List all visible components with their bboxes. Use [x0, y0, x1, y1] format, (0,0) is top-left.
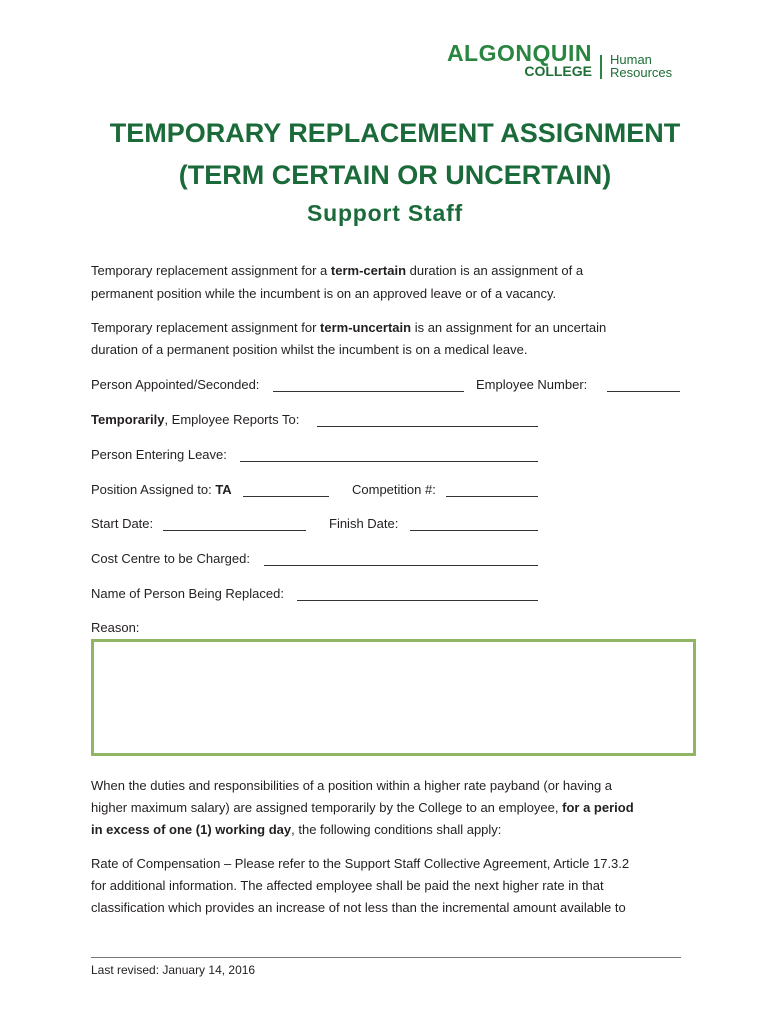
- position-prefix: TA: [215, 482, 232, 497]
- employee-number-label: Employee Number:: [476, 377, 588, 392]
- person-entering-leave-row: [0, 444, 770, 466]
- start-date-label: Start Date:: [91, 516, 154, 531]
- competition-label: Competition #:: [352, 482, 436, 497]
- finish-date-field[interactable]: [410, 516, 538, 531]
- conditions-line-3: [91, 819, 501, 841]
- term-certain-rest: duration is an assignment of a: [406, 263, 584, 278]
- compensation-line-2: for additional information. The affected employee shall be paid the next higher rate in that: [91, 878, 604, 893]
- logo-department-line-2: Resources: [610, 65, 673, 80]
- logo-department-line-1: Human: [610, 52, 652, 67]
- finish-date-label: Finish Date:: [329, 516, 399, 531]
- person-entering-leave-field[interactable]: [240, 447, 538, 462]
- logo-divider: [600, 55, 602, 79]
- employee-number-field[interactable]: [607, 377, 680, 392]
- term-certain-lead: Temporary replacement assignment for a: [91, 263, 331, 278]
- position-assigned-field[interactable]: [243, 482, 329, 497]
- conditions-line-2-lead: higher maximum salary) are assigned temporarily by the College to an employee,: [91, 800, 563, 815]
- document-title-line-2: (TERM CERTAIN OR UNCERTAIN): [178, 160, 612, 190]
- conditions-line-1: When the duties and responsibilities of a position within a higher rate payband (or having a: [91, 778, 613, 793]
- competition-field[interactable]: [446, 482, 538, 497]
- term-certain-line-2: permanent position while the incumbent is on an approved leave or of a vacancy.: [91, 286, 557, 301]
- cost-centre-label: Cost Centre to be Charged:: [91, 551, 250, 566]
- document-title-line-1: TEMPORARY REPLACEMENT ASSIGNMENT: [109, 118, 681, 148]
- person-replaced-row: [0, 583, 770, 605]
- reason-label: Reason:: [91, 620, 140, 635]
- reports-to-text: , Employee Reports To:: [164, 412, 300, 427]
- college-logo: [420, 41, 592, 79]
- person-replaced-label: Name of Person Being Replaced:: [91, 586, 284, 601]
- term-certain-term: term-certain: [330, 263, 407, 278]
- footer-divider: [91, 957, 681, 958]
- cost-centre-row: [0, 548, 770, 570]
- dates-row: [0, 513, 770, 535]
- term-uncertain-line-1: [91, 317, 606, 339]
- person-appointed-label: Person Appointed/Seconded:: [91, 377, 260, 392]
- compensation-line-3: classification which provides an increase of not less than the incremental amount available to: [91, 900, 626, 915]
- conditions-line-2-bold: for a period: [562, 800, 634, 815]
- position-assigned-row: [0, 479, 770, 501]
- start-date-field[interactable]: [163, 516, 306, 531]
- term-certain-line-1: [91, 260, 583, 282]
- reports-to-emphasis: Temporarily: [91, 412, 165, 427]
- person-entering-leave-label: Person Entering Leave:: [91, 447, 227, 462]
- reports-to-field[interactable]: [317, 412, 538, 427]
- position-assigned-label: [91, 479, 232, 501]
- person-replaced-field[interactable]: [297, 586, 538, 601]
- conditions-line-2: [91, 797, 634, 819]
- logo-department: [610, 53, 672, 79]
- person-appointed-row: [0, 374, 770, 396]
- conditions-line-3-bold: in excess of one (1) working day: [91, 822, 292, 837]
- term-uncertain-line-2: duration of a permanent position whilst the incumbent is on a medical leave.: [91, 342, 528, 357]
- last-revised-footer: Last revised: January 14, 2016: [91, 963, 256, 977]
- reason-textbox[interactable]: [91, 639, 696, 756]
- compensation-line-1: Rate of Compensation – Please refer to the Support Staff Collective Agreement, Article 17.3.2: [91, 856, 630, 871]
- term-uncertain-rest: is an assignment for an uncertain: [411, 320, 607, 335]
- person-appointed-field[interactable]: [273, 377, 464, 392]
- logo-wordmark: ALGONQUIN: [446, 40, 592, 66]
- cost-centre-field[interactable]: [264, 551, 538, 566]
- document-subtitle: Support Staff: [306, 200, 464, 226]
- term-uncertain-term: term-uncertain: [320, 320, 412, 335]
- logo-college-text: COLLEGE: [524, 63, 592, 79]
- term-uncertain-lead: Temporary replacement assignment for: [91, 320, 321, 335]
- position-assigned-text: Position Assigned to:: [91, 482, 216, 497]
- reports-to-label: [91, 409, 299, 431]
- conditions-line-3-rest: , the following conditions shall apply:: [291, 822, 502, 837]
- reports-to-row: [0, 409, 770, 431]
